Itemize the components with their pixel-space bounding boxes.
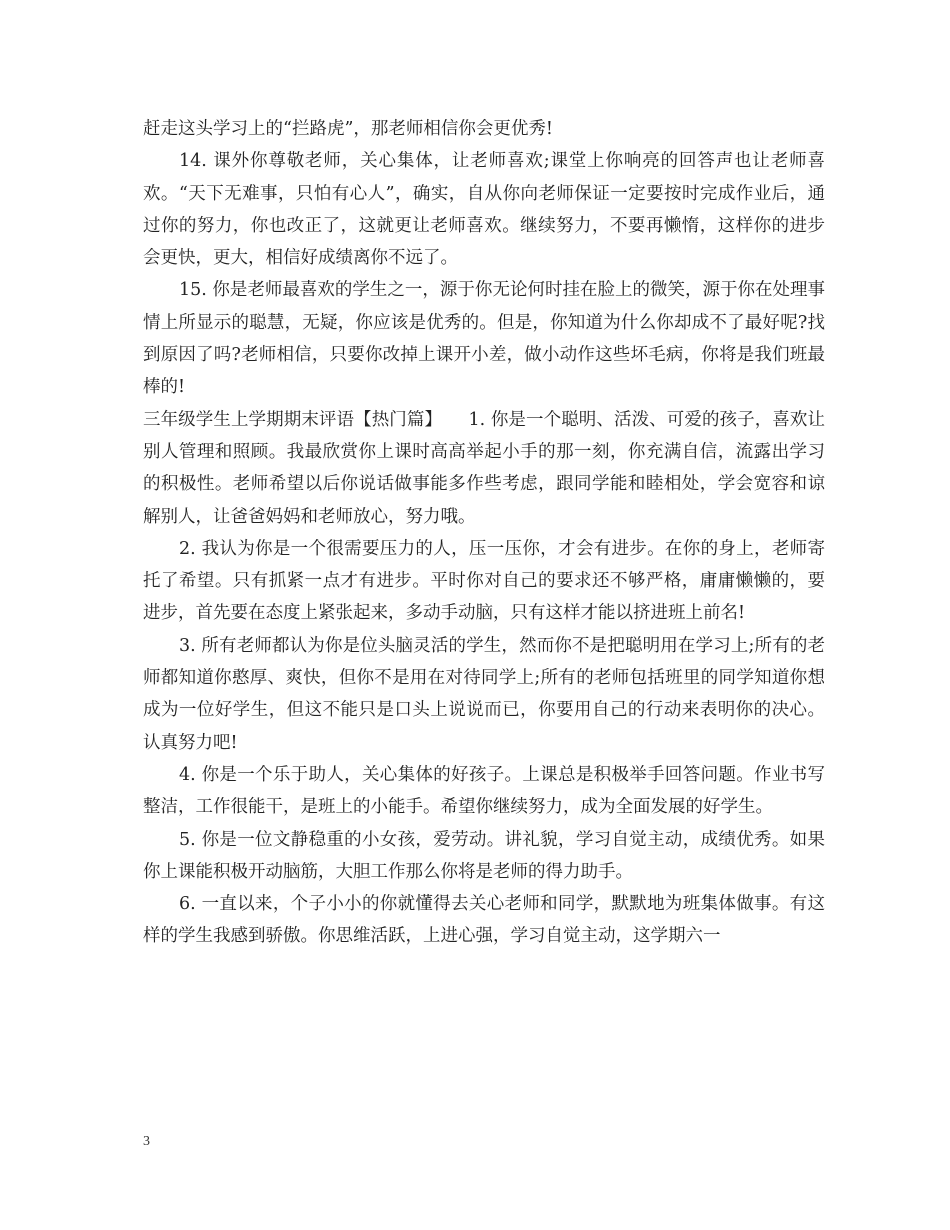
paragraph: 3. 所有老师都认为你是位头脑灵活的学生，然而你不是把聪明用在学习上;所有的老师都知道你憨厚、爽快，但你不是用在对待同学上;所有的老师包括班里的同学知道你想成为一位好学生，但这不能只是口头上说说而已，你要用自己的行动来表明你的决心。认真努力吧! xyxy=(143,635,825,753)
paragraph: 6. 一直以来，个子小小的你就懂得去关心老师和同学，默默地为班集体做事。有这样的学生我感到骄傲。你思维活跃，上进心强，学习自觉主动，这学期六一 xyxy=(143,894,825,947)
paragraph: 15. 你是老师最喜欢的学生之一，源于你无论何时挂在脸上的微笑，源于你在处理事情上所显示的聪慧，无疑，你应该是优秀的。但是，你知道为什么你却成不了最好呢?找到原因了吗?老师相信，只要你改掉上课开小差，做小动作这些坏毛病，你将是我们班最棒的! xyxy=(143,280,825,398)
page-number: 3 xyxy=(143,1134,150,1149)
paragraph: 三年级学生上学期期末评语【热门篇】 1. 你是一个聪明、活泼、可爱的孩子，喜欢让别人管理和照顾。我最欣赏你上课时高高举起小手的那一刻，你充满自信，流露出学习的积极性。老师希望以后你说话做事能多作些考虑，跟同学能和睦相处，学会宽容和谅解别人，让爸爸妈妈和老师放心，努力哦。 xyxy=(143,409,825,527)
document-body xyxy=(143,113,825,953)
paragraph: 5. 你是一位文静稳重的小女孩，爱劳动。讲礼貌，学习自觉主动，成绩优秀。如果你上课能积极开动脑筋，大胆工作那么你将是老师的得力助手。 xyxy=(143,829,825,882)
paragraph: 赶走这头学习上的“拦路虎”，那老师相信你会更优秀! xyxy=(143,119,553,139)
paragraph: 2. 我认为你是一个很需要压力的人，压一压你，才会有进步。在你的身上，老师寄托了希望。只有抓紧一点才有进步。平时你对自己的要求还不够严格，庸庸懒懒的，要进步，首先要在态度上紧张起来，多动手动脑，只有这样才能以挤进班上前名! xyxy=(143,538,825,624)
paragraph: 4. 你是一个乐于助人，关心集体的好孩子。上课总是积极举手回答问题。作业书写整洁，工作很能干，是班上的小能手。希望你继续努力，成为全面发展的好学生。 xyxy=(143,764,825,818)
paragraph: 14. 课外你尊敬老师，关心集体，让老师喜欢;课堂上你响亮的回答声也让老师喜欢。“天下无难事，只怕有心人”，确实，自从你向老师保证一定要按时完成作业后，通过你的努力，你也改正了，这就更让老师喜欢。继续努力，不要再懒惰，这样你的进步会更快，更大，相信好成绩离你不远了。 xyxy=(143,151,825,269)
